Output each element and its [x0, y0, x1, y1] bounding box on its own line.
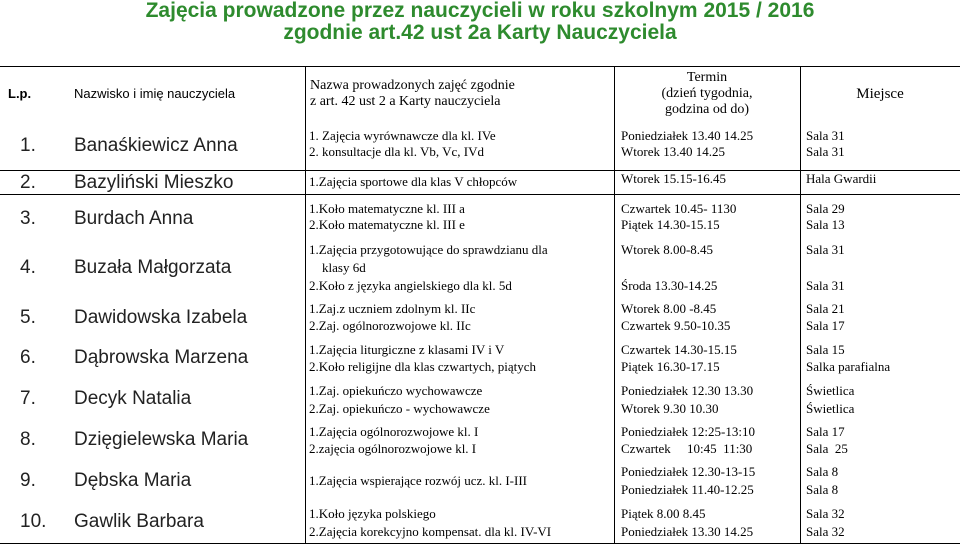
activity-2: 2. konsultacje dla kl. Vb, Vc, IVd: [309, 144, 484, 159]
activity-1: 1.Koło języka polskiego: [309, 506, 436, 521]
term-2: Wtorek 13.40 14.25: [621, 144, 725, 159]
teacher-name: Decyk Natalia: [74, 388, 192, 409]
term-2: Piątek 14.30-15.15: [621, 217, 720, 232]
activity-1: 1.Zaj.z uczniem zdolnym kl. IIc: [309, 301, 476, 316]
activity-1: 1.Zajęcia wspierające rozwój ucz. kl. I-III: [309, 473, 527, 488]
row-lp: 6.: [20, 347, 36, 368]
place-1: Sala 31: [806, 128, 845, 143]
column-divider: [614, 66, 615, 544]
place-2: Sala 25: [806, 441, 848, 456]
document-subtitle: zgodnie art.42 ust 2a Karty Nauczyciela: [283, 21, 677, 44]
activity-2: 2.zajęcia ogólnorozwojowe kl. I: [309, 441, 477, 456]
term-1: Wtorek 15.15-16.45: [621, 171, 727, 186]
row-divider: [0, 194, 960, 195]
place-1: Sala 31: [806, 242, 845, 257]
header-term-line2: (dzień tygodnia,: [661, 86, 753, 101]
activity-2: 2.Zaj. ogólnorozwojowe kl. IIc: [309, 318, 471, 333]
activity-1: 1.Koło matematyczne kl. III a: [309, 201, 465, 216]
activity-2: 2.Koło religijne dla klas czwartych, piątych: [309, 359, 537, 374]
activity-1: 1.Zajęcia liturgiczne z klasami IV i V: [309, 342, 505, 357]
header-place: Miejsce: [856, 86, 904, 102]
teacher-name: Gawlik Barbara: [74, 511, 204, 532]
row-lp: 7.: [20, 388, 36, 409]
place-2: Sala 17: [806, 318, 845, 333]
term-2: Piątek 16.30-17.15: [621, 359, 720, 374]
header-lp: L.p.: [8, 86, 32, 101]
place-1: Sala 15: [806, 342, 845, 357]
term-1: Piątek 8.00 8.45: [621, 506, 706, 521]
term-1: Poniedziałek 12.30-13-15: [621, 464, 756, 479]
teacher-name: Bazyliński Mieszko: [74, 172, 234, 193]
place-1: Hala Gwardii: [806, 171, 877, 186]
place-2: Sala 31: [806, 278, 845, 293]
row-lp: 1.: [20, 135, 36, 156]
activity-2: 2.Koło z języka angielskiego dla kl. 5d: [309, 278, 512, 293]
activity-2: 2.Zaj. opiekuńczo - wychowawcze: [309, 401, 490, 416]
teacher-name: Dębska Maria: [74, 470, 192, 491]
teacher-name: Buzała Małgorzata: [74, 257, 232, 278]
column-divider: [800, 66, 801, 544]
term-1: Poniedziałek 12:25-13:10: [621, 424, 755, 439]
term-2: Poniedziałek 13.30 14.25: [621, 524, 754, 539]
teacher-name: Burdach Anna: [74, 208, 194, 229]
place-2: Sala 13: [806, 217, 845, 232]
term-2: Poniedziałek 11.40-12.25: [621, 482, 754, 497]
row-lp: 5.: [20, 307, 36, 328]
row-lp: 8.: [20, 429, 36, 450]
term-1: Czwartek 14.30-15.15: [621, 342, 737, 357]
teacher-name: Dawidowska Izabela: [74, 307, 248, 328]
activity-1: 1.Zajęcia sportowe dla klas V chłopców: [309, 174, 518, 189]
term-2: Wtorek 9.30 10.30: [621, 401, 719, 416]
term-2: Czwartek 10:45 11:30: [621, 441, 753, 456]
place-2: Sala 31: [806, 144, 845, 159]
row-lp: 4.: [20, 257, 36, 278]
place-2: Salka parafialna: [806, 359, 891, 374]
column-divider: [305, 66, 306, 544]
activity-1: 1. Zajęcia wyrównawcze dla kl. IVe: [309, 128, 496, 143]
place-1: Sala 29: [806, 201, 845, 216]
table-top-border: [0, 66, 960, 67]
header-activity-line1: Nazwa prowadzonych zajęć zgodnie: [310, 78, 515, 93]
term-1: Czwartek 10.45- 1130: [621, 201, 737, 216]
place-2: Sala 32: [806, 524, 845, 539]
row-lp: 9.: [20, 470, 36, 491]
row-lp: 2.: [20, 172, 36, 193]
term-1: Wtorek 8.00 -8.45: [621, 301, 717, 316]
teacher-name: Dąbrowska Marzena: [74, 347, 249, 368]
term-2: Środa 13.30-14.25: [621, 278, 718, 293]
place-1: Sala 17: [806, 424, 845, 439]
row-lp: 10.: [20, 511, 47, 532]
activity-2: 2.Koło matematyczne kl. III e: [309, 217, 465, 232]
place-2: Sala 8: [806, 482, 839, 497]
row-lp: 3.: [20, 208, 36, 229]
term-1: Wtorek 8.00-8.45: [621, 242, 714, 257]
activity-1-cont: klasy 6d: [322, 260, 366, 275]
header-activity-line2: z art. 42 ust 2 a Karty nauczyciela: [310, 94, 501, 109]
place-2: Świetlica: [806, 401, 855, 416]
place-1: Sala 21: [806, 301, 845, 316]
header-term-line3: godzina od do): [665, 102, 749, 117]
activity-1: 1.Zajęcia ogólnorozwojowe kl. I: [309, 424, 479, 439]
place-1: Sala 8: [806, 464, 839, 479]
term-2: Czwartek 9.50-10.35: [621, 318, 731, 333]
document-title: Zajęcia prowadzone przez nauczycieli w roku szkolnym 2015 / 2016: [145, 0, 815, 22]
header-name: Nazwisko i imię nauczyciela: [74, 86, 236, 101]
activity-2: 2.Zajęcia korekcyjno kompensat. dla kl. IV-VI: [309, 524, 552, 539]
activity-1: 1.Zaj. opiekuńczo wychowawcze: [309, 383, 483, 398]
term-1: Poniedziałek 12.30 13.30: [621, 383, 754, 398]
term-1: Poniedziałek 13.40 14.25: [621, 128, 754, 143]
teacher-name: Banaśkiewicz Anna: [74, 135, 238, 156]
header-term-line1: Termin: [686, 70, 728, 85]
teacher-name: Dzięgielewska Maria: [74, 429, 249, 450]
activity-1: 1.Zajęcia przygotowujące do sprawdzianu dla: [309, 242, 548, 257]
place-1: Sala 32: [806, 506, 845, 521]
place-1: Świetlica: [806, 383, 855, 398]
